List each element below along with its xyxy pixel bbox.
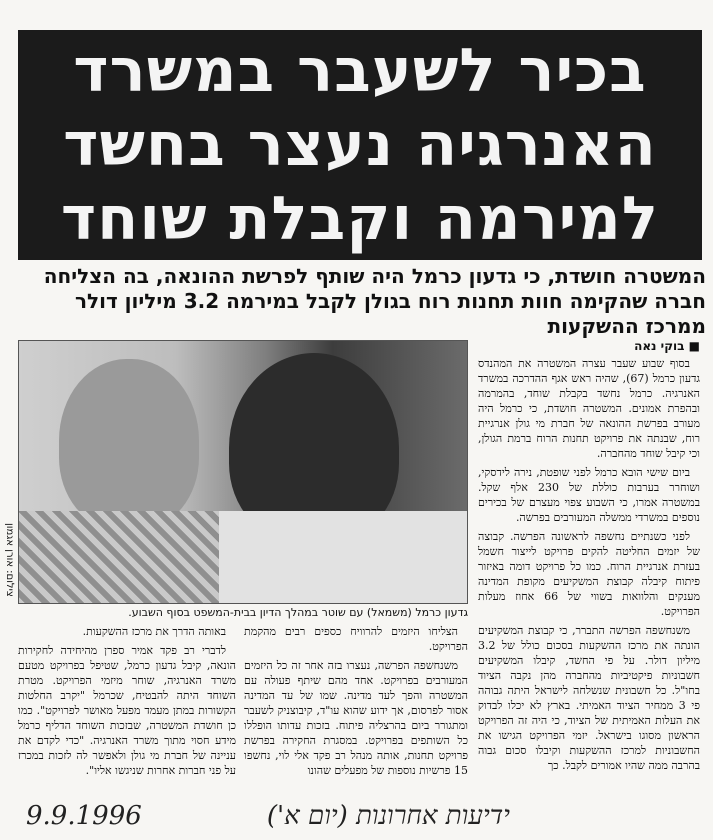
headline-line-3: למירמה וקבלת שוחד — [60, 184, 660, 254]
article-column-left — [18, 624, 236, 784]
byline: ■ בוקי נאה — [634, 339, 700, 353]
handwritten-date: 9.9.1996 — [26, 801, 142, 831]
photo-figure-left-head — [59, 359, 199, 529]
article-paragraph: הצליחו היזמים להרוויח כספים רבים מהקמת הפרויקט. — [244, 625, 468, 653]
photo-figure-right-body — [219, 511, 468, 604]
article-paragraph: ביום שישי הובא כרמל לפני שופטת, נירה לידסקי, ושוחרר בערבות כוללת של 230 אלף שקל. במשטרה אמרו, כי השבוע צפוי מעצרם של בכירים נוספים במשרדי ממשלה המעורבים בפרשה. — [478, 466, 700, 524]
article-paragraph: לדברי רב פקד אמיר ספרן מהיחידה לחקירות הונאה, קיבל גדעון כרמל, שטיפל בפרויקט מטעם משרד האנרגיה, שוחר מיזמי הפרויקט. מטרת השוחד היתה להבטיח, שכרמל "יקרב החלטות הקשורות במתן מעמד מפעל מאושר לפרויקט". כמו כן חושדת המשטרה, שבזכות השוחד הדליף כרמל מידע חסוי מתוך משרד האנרגיה. "כדי לקדם את עניינה של חברת מי גולן ולאפשר לה לזכות במכרז על פני חברות אחרות שניגשו אליו". — [18, 644, 236, 777]
photo-credit: צילום: אורן אגמון — [4, 523, 15, 597]
handwritten-annotation — [20, 796, 700, 836]
photo-caption: גדעון כרמל (משמאל) עם שוטר במהלך הדיון בבית-המשפט בסוף השבוע. — [128, 606, 468, 619]
article-paragraph: משנחשפה הפרשה, נעצרו בזה אחר זה כל היזמים המעורבים בפרויקט. אחד מהם שיתף פעולה עם המשטרה והפך לעד מדינה. שמו של עד המדינה אסור לפרסום, אך ידוע שהוא עו"ד, קיבוצניק לשעבר ומתגורר ביום בהרצליה פיתוח. בזכות עדותו הופללו כל השותפים בפרויקט. במסגרת החקירה בפרשת פרויקט תחנות, אותה מנהל רב פקד אלי לוי, נחשפו 15 פרשיות נוספות של מפעלים שהונו — [244, 659, 468, 777]
headline-line-1: בכיר לשעבר במשרד — [73, 36, 647, 106]
article-paragraph: באותה הדרך את מרכז ההשקעות. — [82, 625, 226, 638]
article-paragraph: בסוף שבוע שעבר עצרה המשטרה את המהנדס גדעון כרמל (67), שהיה ראש אגף ההדרכה במשרד האנרגיה. כרמל נחשד בקבלת שוחד, בהמרמה ובהפרת אמונים. המשטרה חושדת, כי כרמל היה מעורב בפרשת ההונאה של חברת מי גולן אנרגיית רוח, שבנתה את פרויקט תחנות הרוח ברמת הגולן, וכי קיבל שוחד מהחברה. — [478, 357, 700, 460]
article-column-right — [478, 338, 700, 784]
photo-figure-left-body — [19, 511, 249, 604]
article-paragraph: לפני כשנתיים נחשפה לראשונה הפרשה. קבוצה של יזמים החליטה להקים פרויקט לייצור חשמל בעזרת אנרגיית הרוח. כמו כל פרויקט דומה באיזור פיתוח קיבלה קבוצת המשקיעים מקופת המדינה מענקים והלוואות בשווי של 66 אחוז מעלות הפרויקט. — [478, 530, 700, 618]
article-paragraph: משנחשפה הפרשה התברר, כי קבוצת המשקיעים הונתה את מרכז ההשקעות בסכום כולל של 3.2 מיליון דולר. על פי החשד, קיבלו המשקיעים חשבוניות פיקטיביות מהחברה מהן נקבה הציוד בחו"ל. כל חשבונית שנשלחה לישראל היתה גבוהה פי 3 ממחיר הציוד האמיתי. בארץ לא יכלו לבדוק את העלות האמיתית של הציוד, כי היה זה הפרויקט הראשון מסוגו בישראל. יזמי הפרויקט הגישו את החשבוניות למרכז ההשקעות וקיבלו סכום גבוה בהרבה ממה שהיו אמורים לקבל. כך — [478, 624, 700, 772]
handwritten-source: ידיעות אחרונות (יום א') — [266, 801, 510, 831]
headline-box — [18, 30, 702, 260]
article-column-middle — [244, 624, 468, 784]
headline-line-2: האנרגיה נעצר בחשד — [63, 110, 657, 180]
news-photo — [18, 340, 468, 604]
subheadline: המשטרה חושדת, כי גדעון כרמל היה שותף לפרשת ההונאה, בה הצליחה חברה שהקימה חוות תחנות רוח בגולן לקבל במירמה 3.2 מיליון דולר ממרכז ההשקעות — [43, 264, 706, 338]
